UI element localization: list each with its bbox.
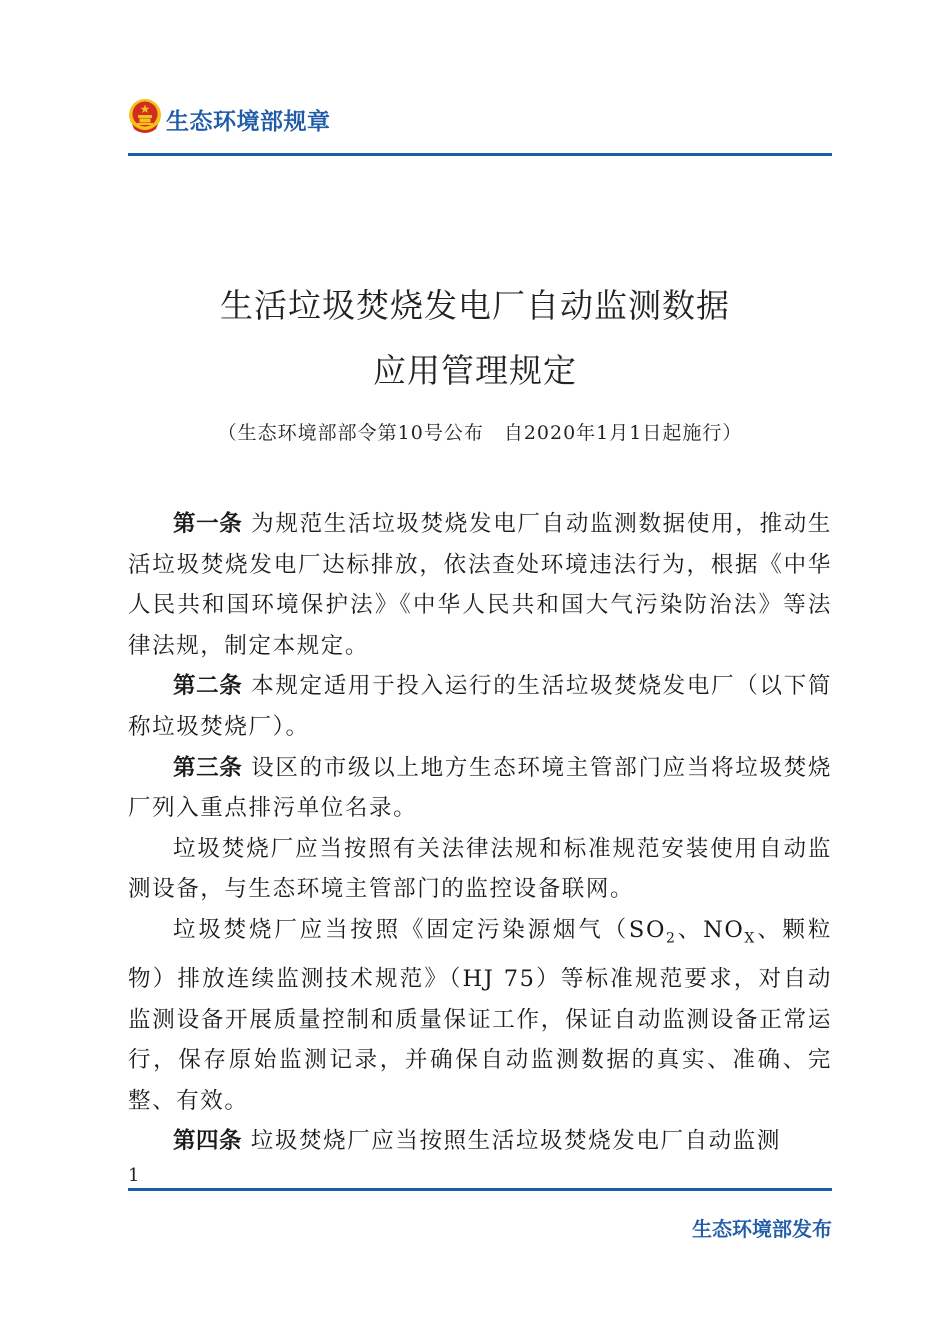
footer-publisher: 生态环境部发布 [692, 1217, 832, 1241]
document-body [128, 504, 832, 1162]
document-title-line1: 生活垃圾焚烧发电厂自动监测数据 [220, 286, 730, 325]
article-text: 、NO [676, 916, 745, 943]
article-text: 垃圾焚烧厂应当按照《固定污染源烟气（SO [173, 916, 666, 943]
article-paragraph [128, 504, 832, 666]
article-paragraph [128, 1121, 832, 1162]
header-divider [128, 153, 832, 156]
article-label: 第三条 [173, 754, 243, 781]
article-text: 、颗粒物）排放连续监测技术规范》（HJ 75）等标准规范要求，对自动监测设备开展质量控制和质量保证工作，保证自动监测设备正常运行，保存原始监测记录，并确保自动监测数据的真实、准确、完整、有效。 [128, 916, 832, 1114]
article-text: 本规定适用于投入运行的生活垃圾焚烧发电厂（以下简称垃圾焚烧厂）。 [128, 673, 832, 740]
article-paragraph [128, 829, 832, 910]
article-paragraph [128, 748, 832, 829]
footer-divider [128, 1188, 832, 1191]
article-paragraph [128, 666, 832, 747]
article-text: 设区的市级以上地方生态环境主管部门应当将垃圾焚烧厂列入重点排污单位名录。 [128, 754, 832, 822]
article-label: 第二条 [173, 673, 243, 700]
article-text: 为规范生活垃圾焚烧发电厂自动监测数据使用，推动生活垃圾焚烧发电厂达标排放，依法查处环境违法行为，根据《中华人民共和国环境保护法》《中华人民共和国大气污染防治法》等法律法规，制定本规定。 [128, 511, 832, 659]
document-title-line2: 应用管理规定 [373, 351, 577, 390]
article-label: 第一条 [173, 511, 243, 537]
national-emblem-icon [128, 98, 162, 134]
header-title: 生态环境部规章 [166, 109, 331, 135]
article-paragraph [128, 910, 832, 1121]
header [128, 98, 832, 138]
subscript: 2 [666, 930, 677, 947]
page-number: 1 [128, 1165, 140, 1186]
article-text: 垃圾焚烧厂应当按照有关法律法规和标准规范安装使用自动监测设备，与生态环境主管部门的监控设备联网。 [128, 835, 832, 903]
subscript: X [744, 930, 756, 947]
article-label: 第四条 [173, 1128, 243, 1155]
document-subtitle: （生态环境部部令第10号公布 自2020年1月1日起施行） [217, 422, 743, 444]
article-text: 垃圾焚烧厂应当按照生活垃圾焚烧发电厂自动监测 [242, 1128, 781, 1155]
